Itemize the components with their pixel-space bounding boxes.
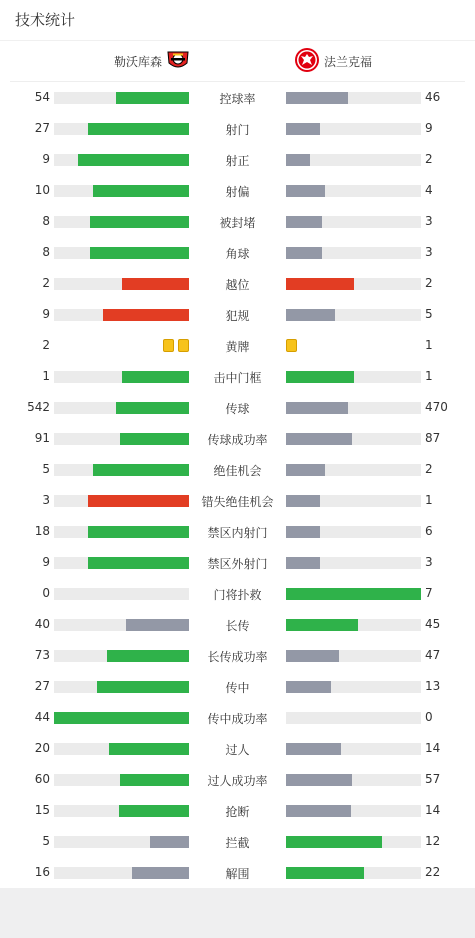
stat-label: 解围 bbox=[225, 867, 250, 881]
home-value: 44 bbox=[34, 710, 50, 724]
home-bar-fill bbox=[90, 216, 189, 228]
stat-label: 越位 bbox=[225, 278, 250, 292]
stat-row bbox=[0, 330, 475, 361]
stat-label: 犯规 bbox=[225, 309, 250, 323]
stat-row bbox=[0, 392, 475, 423]
away-bar-fill bbox=[286, 557, 320, 569]
away-value: 47 bbox=[425, 648, 441, 662]
away-bar-track bbox=[286, 588, 421, 600]
away-bar-fill bbox=[286, 836, 382, 848]
home-bar-track bbox=[54, 743, 189, 755]
home-bar-track bbox=[54, 619, 189, 631]
away-bar-track bbox=[286, 712, 421, 724]
home-bar-fill bbox=[88, 557, 189, 569]
away-bar-fill bbox=[286, 123, 320, 135]
home-bar-fill bbox=[78, 154, 189, 166]
home-value: 0 bbox=[42, 586, 50, 600]
home-bar-track bbox=[54, 371, 189, 383]
stat-label: 拦截 bbox=[225, 836, 250, 850]
stat-row bbox=[0, 423, 475, 454]
stat-label: 控球率 bbox=[219, 92, 256, 106]
away-bar-track bbox=[286, 526, 421, 538]
away-bar-track bbox=[286, 743, 421, 755]
home-bar-fill bbox=[54, 712, 189, 724]
stat-label: 黄牌 bbox=[225, 340, 250, 354]
home-bar-track bbox=[54, 526, 189, 538]
stat-label: 过人 bbox=[225, 743, 250, 757]
home-bar-fill bbox=[132, 867, 189, 879]
home-bar-track bbox=[54, 836, 189, 848]
home-bar-fill bbox=[90, 247, 189, 259]
away-value: 12 bbox=[425, 834, 441, 848]
away-value: 3 bbox=[425, 555, 433, 569]
away-yellow-cards bbox=[286, 339, 297, 353]
home-bar-fill bbox=[120, 774, 189, 786]
stat-row bbox=[0, 764, 475, 795]
stat-row bbox=[0, 454, 475, 485]
home-value: 73 bbox=[34, 648, 50, 662]
away-value: 14 bbox=[425, 741, 441, 755]
home-bar-fill bbox=[109, 743, 189, 755]
home-bar-track bbox=[54, 774, 189, 786]
home-team-name: 勒沃库森 bbox=[114, 54, 163, 69]
frankfurt-eagle-crest-icon bbox=[294, 47, 320, 76]
home-bar-track bbox=[54, 867, 189, 879]
away-bar-track bbox=[286, 216, 421, 228]
stat-label: 传球 bbox=[225, 402, 250, 416]
stat-row bbox=[0, 795, 475, 826]
away-value: 1 bbox=[425, 338, 433, 352]
stat-row bbox=[0, 361, 475, 392]
away-value: 2 bbox=[425, 462, 433, 476]
home-value: 9 bbox=[42, 152, 50, 166]
away-bar-fill bbox=[286, 464, 325, 476]
away-bar-fill bbox=[286, 402, 348, 414]
stat-label: 射正 bbox=[225, 154, 250, 168]
stat-row bbox=[0, 113, 475, 144]
away-bar-fill bbox=[286, 526, 320, 538]
away-value: 0 bbox=[425, 710, 433, 724]
away-bar-track bbox=[286, 185, 421, 197]
away-bar-track bbox=[286, 650, 421, 662]
home-bar-track bbox=[54, 278, 189, 290]
away-bar-track bbox=[286, 557, 421, 569]
stat-label: 绝佳机会 bbox=[213, 464, 262, 478]
away-bar-track bbox=[286, 464, 421, 476]
home-bar-track bbox=[54, 247, 189, 259]
away-value: 14 bbox=[425, 803, 441, 817]
stat-row bbox=[0, 237, 475, 268]
home-yellow-cards bbox=[163, 339, 189, 353]
away-bar-track bbox=[286, 247, 421, 259]
away-bar-fill bbox=[286, 216, 322, 228]
home-value: 9 bbox=[42, 307, 50, 321]
stat-label: 射门 bbox=[225, 123, 250, 137]
home-bar-fill bbox=[88, 526, 189, 538]
stat-label: 门将扑救 bbox=[213, 588, 262, 602]
away-bar-fill bbox=[286, 805, 351, 817]
stat-label: 长传成功率 bbox=[207, 650, 268, 664]
away-bar-track bbox=[286, 154, 421, 166]
stat-label: 抢断 bbox=[225, 805, 250, 819]
home-value: 27 bbox=[34, 121, 50, 135]
leverkusen-crest-icon bbox=[166, 49, 190, 74]
away-value: 2 bbox=[425, 276, 433, 290]
home-value: 542 bbox=[27, 400, 50, 414]
away-team-name: 法兰克福 bbox=[324, 54, 373, 69]
away-bar-fill bbox=[286, 154, 310, 166]
away-bar-fill bbox=[286, 619, 358, 631]
home-value: 9 bbox=[42, 555, 50, 569]
stat-label: 被封堵 bbox=[219, 216, 256, 230]
home-value: 2 bbox=[42, 276, 50, 290]
stat-label: 过人成功率 bbox=[207, 774, 268, 788]
home-bar-track bbox=[54, 123, 189, 135]
home-bar-fill bbox=[103, 309, 189, 321]
away-value: 5 bbox=[425, 307, 433, 321]
home-value: 54 bbox=[34, 90, 50, 104]
home-bar-track bbox=[54, 495, 189, 507]
away-value: 2 bbox=[425, 152, 433, 166]
away-bar-fill bbox=[286, 185, 325, 197]
away-bar-fill bbox=[286, 681, 331, 693]
away-value: 9 bbox=[425, 121, 433, 135]
home-team[interactable] bbox=[114, 41, 194, 81]
away-bar-track bbox=[286, 123, 421, 135]
home-bar-fill bbox=[122, 278, 190, 290]
home-value: 20 bbox=[34, 741, 50, 755]
stat-row bbox=[0, 640, 475, 671]
home-bar-track bbox=[54, 650, 189, 662]
yellow-card-icon bbox=[178, 339, 189, 352]
away-bar-track bbox=[286, 495, 421, 507]
stat-row bbox=[0, 268, 475, 299]
away-bar-track bbox=[286, 774, 421, 786]
home-bar-fill bbox=[150, 836, 189, 848]
home-bar-track bbox=[54, 433, 189, 445]
away-bar-fill bbox=[286, 433, 352, 445]
yellow-card-icon bbox=[163, 339, 174, 352]
away-value: 1 bbox=[425, 369, 433, 383]
home-bar-track bbox=[54, 464, 189, 476]
away-bar-fill bbox=[286, 650, 339, 662]
home-value: 3 bbox=[42, 493, 50, 507]
away-team[interactable] bbox=[290, 41, 372, 81]
home-value: 60 bbox=[34, 772, 50, 786]
home-bar-fill bbox=[119, 805, 189, 817]
stat-row bbox=[0, 485, 475, 516]
away-value: 7 bbox=[425, 586, 433, 600]
away-bar-track bbox=[286, 371, 421, 383]
stat-row bbox=[0, 609, 475, 640]
away-bar-fill bbox=[286, 371, 354, 383]
stat-label: 击中门框 bbox=[213, 371, 262, 385]
home-value: 15 bbox=[34, 803, 50, 817]
stats-list bbox=[0, 82, 475, 888]
away-bar-track bbox=[286, 278, 421, 290]
away-bar-track bbox=[286, 619, 421, 631]
home-bar-fill bbox=[93, 185, 189, 197]
away-value: 46 bbox=[425, 90, 441, 104]
away-bar-track bbox=[286, 681, 421, 693]
away-bar-fill bbox=[286, 588, 421, 600]
away-value: 45 bbox=[425, 617, 441, 631]
away-value: 3 bbox=[425, 245, 433, 259]
home-bar-fill bbox=[116, 402, 189, 414]
home-value: 16 bbox=[34, 865, 50, 879]
away-bar-track bbox=[286, 867, 421, 879]
away-bar-track bbox=[286, 433, 421, 445]
home-value: 5 bbox=[42, 834, 50, 848]
away-bar-track bbox=[286, 836, 421, 848]
stat-label: 传球成功率 bbox=[207, 433, 268, 447]
away-value: 13 bbox=[425, 679, 441, 693]
home-bar-track bbox=[54, 402, 189, 414]
stat-row bbox=[0, 299, 475, 330]
home-value: 10 bbox=[34, 183, 50, 197]
stat-row bbox=[0, 702, 475, 733]
home-bar-fill bbox=[116, 92, 189, 104]
yellow-card-icon bbox=[286, 339, 297, 352]
home-bar-track bbox=[54, 154, 189, 166]
home-value: 91 bbox=[34, 431, 50, 445]
home-value: 27 bbox=[34, 679, 50, 693]
stat-label: 射偏 bbox=[225, 185, 250, 199]
away-value: 6 bbox=[425, 524, 433, 538]
away-bar-track bbox=[286, 309, 421, 321]
away-bar-fill bbox=[286, 867, 364, 879]
away-value: 4 bbox=[425, 183, 433, 197]
home-bar-fill bbox=[88, 123, 189, 135]
home-bar-track bbox=[54, 557, 189, 569]
stat-label: 传中 bbox=[225, 681, 250, 695]
stat-label: 传中成功率 bbox=[207, 712, 268, 726]
home-bar-fill bbox=[107, 650, 189, 662]
home-bar-fill bbox=[120, 433, 189, 445]
stat-label: 禁区外射门 bbox=[207, 557, 268, 571]
home-value: 18 bbox=[34, 524, 50, 538]
teams-header bbox=[10, 41, 465, 82]
stat-row bbox=[0, 175, 475, 206]
stat-label: 禁区内射门 bbox=[207, 526, 268, 540]
away-bar-fill bbox=[286, 743, 341, 755]
stat-row bbox=[0, 82, 475, 113]
stat-row bbox=[0, 206, 475, 237]
stat-row bbox=[0, 516, 475, 547]
away-bar-fill bbox=[286, 92, 348, 104]
stat-row bbox=[0, 144, 475, 175]
away-value: 1 bbox=[425, 493, 433, 507]
home-value: 5 bbox=[42, 462, 50, 476]
page-title: 技术统计 bbox=[0, 0, 475, 41]
home-bar-fill bbox=[97, 681, 189, 693]
stat-row bbox=[0, 671, 475, 702]
home-bar-fill bbox=[88, 495, 189, 507]
home-bar-track bbox=[54, 588, 189, 600]
home-bar-track bbox=[54, 185, 189, 197]
away-value: 3 bbox=[425, 214, 433, 228]
away-bar-fill bbox=[286, 278, 354, 290]
home-value: 40 bbox=[34, 617, 50, 631]
away-value: 87 bbox=[425, 431, 441, 445]
home-bar-track bbox=[54, 681, 189, 693]
home-value: 8 bbox=[42, 214, 50, 228]
home-bar-track bbox=[54, 216, 189, 228]
stat-row bbox=[0, 733, 475, 764]
stat-label: 错失绝佳机会 bbox=[201, 495, 274, 509]
home-bar-fill bbox=[122, 371, 190, 383]
home-bar-track bbox=[54, 309, 189, 321]
home-bar-fill bbox=[126, 619, 189, 631]
away-value: 470 bbox=[425, 400, 448, 414]
stat-row bbox=[0, 857, 475, 888]
stat-row bbox=[0, 578, 475, 609]
away-bar-fill bbox=[286, 774, 352, 786]
home-bar-track bbox=[54, 712, 189, 724]
home-value: 1 bbox=[42, 369, 50, 383]
stat-label: 角球 bbox=[225, 247, 250, 261]
away-bar-track bbox=[286, 92, 421, 104]
away-bar-track bbox=[286, 805, 421, 817]
stat-label: 长传 bbox=[225, 619, 250, 633]
away-bar-fill bbox=[286, 309, 335, 321]
home-value: 8 bbox=[42, 245, 50, 259]
home-bar-fill bbox=[93, 464, 189, 476]
stat-row bbox=[0, 826, 475, 857]
away-value: 22 bbox=[425, 865, 441, 879]
stat-row bbox=[0, 547, 475, 578]
away-bar-fill bbox=[286, 247, 322, 259]
away-bar-track bbox=[286, 402, 421, 414]
away-bar-fill bbox=[286, 495, 320, 507]
home-bar-track bbox=[54, 805, 189, 817]
home-value: 2 bbox=[42, 338, 50, 352]
home-bar-track bbox=[54, 92, 189, 104]
away-value: 57 bbox=[425, 772, 441, 786]
